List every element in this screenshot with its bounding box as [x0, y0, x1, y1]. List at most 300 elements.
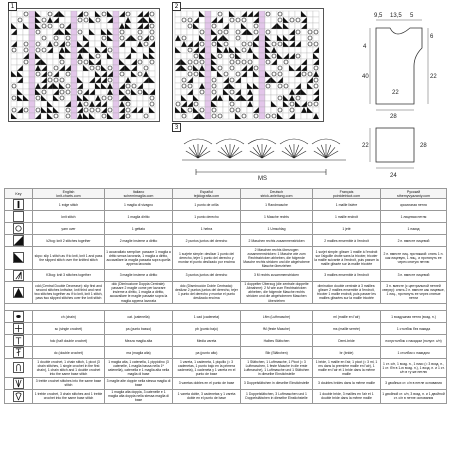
header-german: Deutsch strick-anleitung.com [241, 189, 313, 199]
chart-cell [113, 53, 119, 59]
chart-cell [143, 101, 149, 107]
chart-cell [35, 101, 41, 107]
table-cell: 1 jeté [313, 223, 381, 235]
chart-cell [223, 11, 229, 17]
chart-cell [125, 59, 131, 65]
chart-cell [307, 23, 313, 29]
chart-cell [41, 11, 47, 17]
double-crochet-icon [13, 347, 24, 358]
header-spanish: Español tejidografia.com [173, 189, 241, 199]
chart-cell [149, 65, 155, 71]
chart-cell [11, 17, 17, 23]
chart-cell [175, 17, 181, 23]
table-row [5, 199, 447, 211]
chart-cell [247, 53, 253, 59]
table-cell: ddc (Diminuzione Doppia Centrale): passare 2 maglie come per lavorare insieme a diritto, 1 maglia a diritto, accavallare le maglie passate sopra la maglia appena lavorata [105, 281, 173, 303]
chart-cell [107, 59, 113, 65]
chart-cell [205, 113, 211, 119]
chart-cell [229, 23, 235, 29]
chart-cell [193, 29, 199, 35]
chart-cell [259, 71, 265, 77]
table-cell: 1 Randmasche [241, 199, 313, 211]
chart-cell [175, 71, 181, 77]
crochet-stitch-mark [326, 145, 331, 158]
key-symbol-cell [5, 359, 33, 377]
chart-cell [259, 17, 265, 23]
chart-cell [247, 35, 253, 41]
table-row [5, 311, 447, 323]
lace-chart-2-grid [173, 9, 323, 121]
chart-cell [181, 71, 187, 77]
measure-piece-1: 22 [362, 143, 369, 149]
chart-cell [71, 65, 77, 71]
chart-cell [125, 47, 131, 53]
chart-cell [259, 107, 265, 113]
chart-cell [131, 95, 137, 101]
chart-cell [175, 41, 181, 47]
chart-cell [101, 89, 107, 95]
table-cell: 3 п. вместе лицевой [381, 269, 447, 281]
chart-cell [11, 77, 17, 83]
table-cell: 1 Masche rechts [241, 211, 313, 223]
chart-cell [83, 53, 89, 59]
chart-cell [307, 89, 313, 95]
chart-cell [95, 23, 101, 29]
key-symbol-cell [5, 389, 33, 403]
chart-cell [131, 77, 137, 83]
chart-cell [193, 11, 199, 17]
half-double-crochet-icon [13, 335, 24, 346]
table-cell: 2 puntos juntos del derecho [173, 235, 241, 247]
chart-cell [113, 17, 119, 23]
chart-cell [295, 107, 301, 113]
chart-cell [11, 59, 17, 65]
chart-cell [113, 59, 119, 65]
table-cell: Media vareta [173, 335, 241, 347]
chart-cell [301, 53, 307, 59]
table-cell: 1 maille endroit [313, 211, 381, 223]
chart-cell [193, 89, 199, 95]
chart-cell [119, 53, 125, 59]
chart-cell [283, 11, 289, 17]
table-cell: 3 maglie insieme a diritto [105, 269, 173, 281]
chart-cell [289, 23, 295, 29]
chart-cell [259, 35, 265, 41]
table-row [5, 359, 447, 377]
chart-cell [53, 47, 59, 53]
stitch-key-table [4, 188, 447, 404]
cdd-icon [13, 287, 24, 298]
chart-cell [137, 95, 143, 101]
chart-cell [301, 95, 307, 101]
chart-cell [29, 83, 35, 89]
chart-cell [113, 47, 119, 53]
chart-cell [307, 53, 313, 59]
chart-cell [113, 65, 119, 71]
table-cell: hdc (half double crochet) [33, 335, 105, 347]
chart-cell [205, 29, 211, 35]
chart-cell [41, 113, 47, 119]
chart-cell [83, 23, 89, 29]
table-cell: 2 п. вместе лиц. протяжкой: снять 1 п. как лицевую, 1 лиц., и протянуть ее через снятую петлю [381, 247, 447, 269]
chart-cell [265, 23, 271, 29]
chart-cell [253, 101, 259, 107]
chart-cell [217, 83, 223, 89]
chart-cell [241, 77, 247, 83]
chart-cell [17, 47, 23, 53]
chart-cell [307, 95, 313, 101]
chart-cell [143, 107, 149, 113]
chart-cell [125, 29, 131, 35]
chart-cell [241, 83, 247, 89]
key-symbol-cell [5, 269, 33, 281]
chart-cell [53, 101, 59, 107]
chart-cell [247, 71, 253, 77]
chart-cell [23, 83, 29, 89]
key-symbol-cell [5, 281, 33, 303]
header-english: English knit-charts.com [33, 189, 105, 199]
crochet-stitch-mark [326, 151, 338, 158]
chart-cell [205, 17, 211, 23]
chart-cell [205, 107, 211, 113]
chart-cell [211, 11, 217, 17]
key-symbol-cell [5, 235, 33, 247]
crochet-stitch-mark [253, 147, 262, 158]
crochet-stitch-mark [314, 151, 326, 158]
lace-chart-2 [172, 8, 324, 122]
table-cell: Stb (Stäbchen) [241, 347, 313, 359]
chart-cell [283, 113, 289, 119]
key-symbol-cell [5, 247, 33, 269]
chart-cell [71, 113, 77, 119]
chart-cell [113, 29, 119, 35]
table-cell: ms (maille serrée) [313, 323, 381, 335]
crochet-stitch-mark [262, 147, 271, 158]
crochet-arch [312, 139, 340, 144]
skpo-icon [13, 252, 24, 263]
chart-cell [265, 101, 271, 107]
chart-cell [11, 65, 17, 71]
crochet-stitch-mark [186, 151, 198, 158]
chart-cell [131, 53, 137, 59]
chart-cell [217, 77, 223, 83]
table-row [5, 347, 447, 359]
chart-cell [307, 59, 313, 65]
chart-cell [205, 53, 211, 59]
chart-cell [113, 89, 119, 95]
chart-cell [181, 11, 187, 17]
chart-cell [17, 101, 23, 107]
table-cell: cdd (Central Double Decrease): slip first and second stitches knitwise, knit third and next two stitches together as if to knit, knit 1 stitch, pass two slipped stitches over the knit stitch [33, 281, 105, 303]
chart-cell [295, 59, 301, 65]
chart-cell [295, 23, 301, 29]
chart-cell [277, 101, 283, 107]
chart-cell [71, 17, 77, 23]
table-cell: 1 double crochet, 1 chain stitch, 1 picot (3 chain stitches, 1 single crochet in the first chain), 1 chain stitch and 1 double crochet into the same base stitch [33, 359, 105, 377]
table-cell: k2tog: knit 2 stitches together [33, 235, 105, 247]
chart-cell [113, 101, 119, 107]
chart-cell [271, 65, 277, 71]
chart-cell [95, 35, 101, 41]
chart-cell [241, 101, 247, 107]
chart-cell [223, 65, 229, 71]
chart-cell [187, 35, 193, 41]
chart-cell [11, 35, 17, 41]
table-cell: 3 maglie alte doppie nella stessa maglia di base [105, 377, 173, 389]
chart-cell [59, 17, 65, 23]
crochet-stitch-mark [294, 151, 306, 158]
chart-cell [187, 29, 193, 35]
chart-cell [113, 35, 119, 41]
chart-cell [265, 65, 271, 71]
chart-cell [301, 47, 307, 53]
chart-cell [65, 59, 71, 65]
crochet-stitch-mark [262, 145, 267, 158]
table-cell: Halbes Stäbchen [241, 335, 313, 347]
chart-cell [289, 71, 295, 77]
table-cell: pa (punto alto) [173, 347, 241, 359]
chart-cell [137, 53, 143, 59]
chart-cell [47, 89, 53, 95]
chart-cell [23, 35, 29, 41]
chart-cell [29, 17, 35, 23]
chart-cell [229, 113, 235, 119]
chart-cell [71, 77, 77, 83]
chart-cell [307, 17, 313, 23]
table-cell: 2 Maschen rechts zusammenstricken [241, 235, 313, 247]
chain-icon [13, 311, 24, 322]
chart-cell [283, 29, 289, 35]
chart-cell [131, 23, 137, 29]
chart-cell [217, 89, 223, 95]
chart-cell [17, 29, 23, 35]
chart-cell [17, 59, 23, 65]
chart-cell [65, 95, 71, 101]
chart-cell [131, 101, 137, 107]
chart-cell [235, 11, 241, 17]
chart-cell [205, 59, 211, 65]
chart-cell [17, 113, 23, 119]
chart-cell [235, 101, 241, 107]
measure-side-2: 4 [363, 44, 367, 50]
crochet-stitch-mark [289, 145, 294, 158]
chart-cell [101, 59, 107, 65]
treble-cluster-icon [13, 378, 24, 389]
table-cell: 1 двойной ст. с/н, 3 возд. п. и 1 двойной ст. с/н в петле основания [381, 389, 447, 403]
measure-bottom-1: 28 [390, 114, 397, 120]
chart-cell [235, 41, 241, 47]
chart-cell [131, 41, 137, 47]
chart-cell [295, 77, 301, 83]
chart-cell [17, 53, 23, 59]
chart-cell [23, 17, 29, 23]
chart-cell [277, 47, 283, 53]
crochet-arch [248, 139, 276, 144]
chart-cell [89, 11, 95, 17]
table-cell: 1 edge stitch [33, 199, 105, 211]
table-row [5, 281, 447, 303]
table-cell: 3 п. вместе (с центральной петлей сверху): снять 2 п. вместе как лицевые, 1 лиц., протянуть ее через снятые петли [381, 281, 447, 303]
table-cell: 3 M rechts zusammenstricken [241, 269, 313, 281]
table-cell: 1 maglia alta, 1 catenella, 1 pippiolino (3 catenelle, 1 maglia bassa nella 1ª catenella), catenella e 1 maglia alta nella maglia di base [105, 359, 173, 377]
chart-cell [83, 83, 89, 89]
key-symbol-cell [5, 377, 33, 389]
key-symbol-cell [5, 335, 33, 347]
chart-cell [77, 65, 83, 71]
key-symbol-cell [5, 211, 33, 223]
chart-cell [89, 47, 95, 53]
chart-cell [29, 23, 35, 29]
crochet-stitch-mark [294, 145, 299, 158]
table-cell: Lftm (Luftmasche) [241, 311, 313, 323]
picot-icon [13, 362, 24, 373]
chart-cell [175, 113, 181, 119]
table-row [5, 335, 447, 347]
crochet-stitch-mark [317, 147, 326, 158]
chart-cell [137, 101, 143, 107]
crochet-stitch-mark [198, 147, 207, 158]
chart-cell [187, 11, 193, 17]
crochet-stitch-mark [198, 151, 210, 158]
table-cell: 1 столбик с накидом [381, 347, 447, 359]
chart-cell [205, 23, 211, 29]
table-cell: 3 двойных ст. с/н в петле основания [381, 377, 447, 389]
chart-cell [271, 29, 277, 35]
chart-cell [301, 113, 307, 119]
chart-cell [229, 71, 235, 77]
chart-cell [137, 77, 143, 83]
table-cell: 3 doubles brides dans la même maille [313, 377, 381, 389]
table-cell: ch (chain) [33, 311, 105, 323]
chart-cell [259, 47, 265, 53]
chart-cell [253, 59, 259, 65]
measure-side-1: 6 [430, 34, 434, 40]
chart-cell [29, 77, 35, 83]
chart-cell [71, 107, 77, 113]
table-cell: 2 п. вместе лицевой [381, 235, 447, 247]
chart-cell [193, 77, 199, 83]
chart-cell [301, 35, 307, 41]
header-russian: Русский sthemyvyazaniy.com [381, 189, 447, 199]
table-row [5, 269, 447, 281]
chart-cell [71, 41, 77, 47]
chart-cell [71, 35, 77, 41]
chart-cell [71, 29, 77, 35]
chart-cell [83, 77, 89, 83]
single-crochet-icon [13, 323, 24, 334]
table-cell: 1 столбик без накида [381, 323, 447, 335]
chart-cell [259, 65, 265, 71]
chart-cell [89, 83, 95, 89]
chart-cell [107, 41, 113, 47]
chart-cell [223, 113, 229, 119]
table-cell: Mezza maglia alta [105, 335, 173, 347]
chart-cell [95, 29, 101, 35]
chart-cell [283, 89, 289, 95]
table-header-row [5, 189, 447, 199]
chart-cell [229, 29, 235, 35]
chart-cell [175, 23, 181, 29]
chart-cell [101, 17, 107, 23]
ms-label: MS [258, 176, 267, 182]
chart-cell [253, 77, 259, 83]
chart-cell [229, 35, 235, 41]
chart-cell [175, 11, 181, 17]
table-separator [5, 304, 447, 311]
chart-cell [259, 83, 265, 89]
chart-cell [247, 23, 253, 29]
chart-cell [247, 113, 253, 119]
crochet-stitch-mark [294, 147, 303, 158]
header-key: Key [5, 189, 33, 199]
chart-cell [289, 11, 295, 17]
table-cell: 1 double bride, 3 mailles en l'air et 1 double bride dans la même maille [313, 389, 381, 403]
chart-cell [271, 89, 277, 95]
measure-side-3: 40 [362, 74, 369, 80]
chart-cell [259, 53, 265, 59]
chart-cell [149, 83, 155, 89]
table-cell: yarn over [33, 223, 105, 235]
chart-cell [29, 113, 35, 119]
chart-cell [199, 101, 205, 107]
chart-cell [35, 77, 41, 83]
chart-cell [95, 89, 101, 95]
table-cell: 1 treble crochet, 3 chain stitches and 1 treble crochet into the same base stitch [33, 389, 105, 403]
table-row [5, 235, 447, 247]
chart-cell [277, 59, 283, 65]
chart-cell [71, 11, 77, 17]
chart-cell [247, 17, 253, 23]
table-cell: 1 vareta, 1 cadeneta, 1 piquillo (= 3 cadenetas, 1 punto bajo en la primera cadeneta), 1 cadeneta y 1 vareta en el punto de base [173, 359, 241, 377]
chart-cell [107, 23, 113, 29]
chart-cell [235, 65, 241, 71]
chart-cell [95, 41, 101, 47]
table-row [5, 377, 447, 389]
chart-cell [259, 95, 265, 101]
chart-cell [29, 95, 35, 101]
chart-cell [77, 23, 83, 29]
table-cell: 1 maglia alta doppia, 3 catenelle e 1 maglia alta doppia nella stessa maglia di base [105, 389, 173, 403]
chart-cell [313, 23, 319, 29]
table-cell: 1 punto derecho [173, 211, 241, 223]
chart-cell [47, 95, 53, 101]
chart-cell [53, 59, 59, 65]
chart-cell [113, 77, 119, 83]
chart-cell [199, 23, 205, 29]
chart-cell [41, 41, 47, 47]
chart-cell [187, 53, 193, 59]
chart-cell [265, 107, 271, 113]
crochet-stitch-mark [250, 151, 262, 158]
chart-cell [253, 95, 259, 101]
table-cell: 1 accavallato semplice: passare 1 maglia a dritto senza lavorarla, 1 maglia a diritto, accavallare la maglia passata sopra quella appena lavorata [105, 247, 173, 269]
chart-cell [23, 101, 29, 107]
chart-cell [113, 11, 119, 17]
table-cell: 1 surjete simple: deslizar 1 punto del derecho, tejer 1 punto del derecho y montar el punto deslizado por encima [173, 247, 241, 269]
chart-cell [35, 35, 41, 41]
chart-cell [89, 41, 95, 47]
chart-cell [199, 77, 205, 83]
chart-cell [247, 77, 253, 83]
chart-cell [89, 95, 95, 101]
chart-cell [217, 107, 223, 113]
chart-tag-2: 2 [172, 2, 181, 11]
chart-tag-3: 3 [172, 123, 181, 132]
table-row [5, 223, 447, 235]
chart-cell [113, 83, 119, 89]
chart-cell [229, 41, 235, 47]
chart-cell [259, 113, 265, 119]
